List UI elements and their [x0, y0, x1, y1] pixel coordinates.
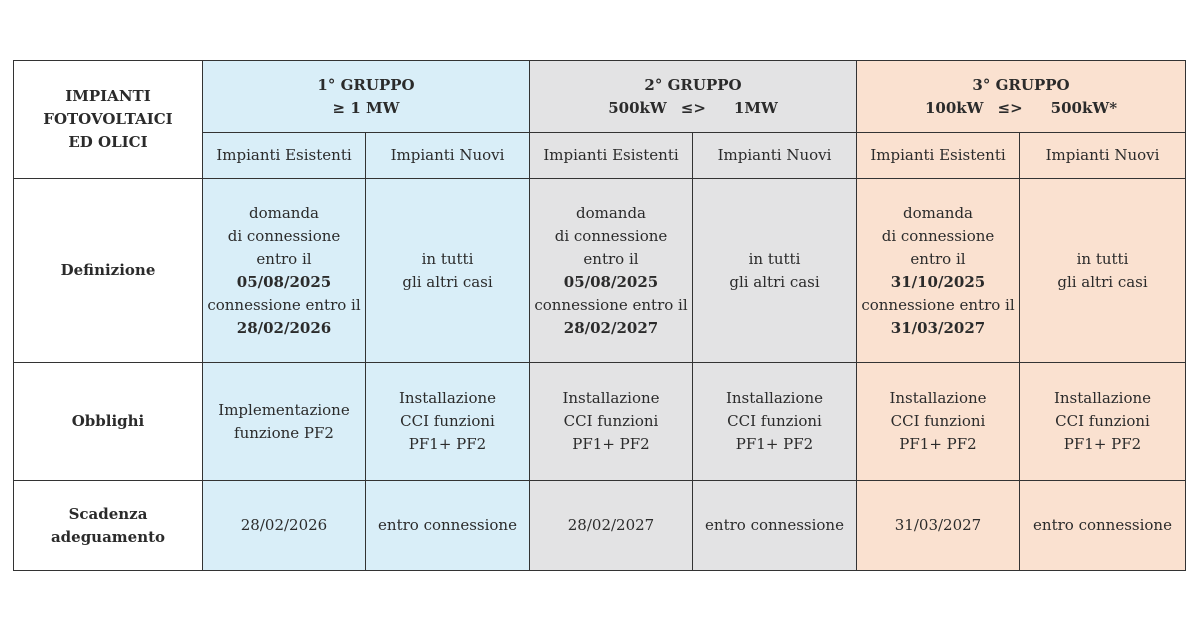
requirements-table [13, 60, 1186, 571]
group-1-header [203, 61, 530, 133]
deadline-cell: entro connessione [693, 481, 857, 571]
row-label-definizione: Definizione [14, 179, 203, 363]
subheader-new: Impianti Nuovi [366, 133, 530, 179]
deadline-cell: 28/02/2026 [203, 481, 366, 571]
definition-cell: in tutti gli altri casi [366, 179, 530, 363]
obligation-cell: Installazione CCI funzioni PF1+ PF2 [1020, 363, 1186, 481]
row-label-scadenza: Scadenza adeguamento [14, 481, 203, 571]
group-3-header [857, 61, 1186, 133]
definition-cell: domanda di connessione entro il 05/08/2025 connessione entro il 28/02/2027 [530, 179, 693, 363]
group-2-header [530, 61, 857, 133]
obligation-cell: Installazione CCI funzioni PF1+ PF2 [366, 363, 530, 481]
obligation-cell: Installazione CCI funzioni PF1+ PF2 [857, 363, 1020, 481]
group-2-range: 500kW ≤> 1MW [608, 98, 778, 117]
deadline-cell: 31/03/2027 [857, 481, 1020, 571]
deadline-cell: 28/02/2027 [530, 481, 693, 571]
subheader-existing: Impianti Esistenti [857, 133, 1020, 179]
obligation-cell: Installazione CCI funzioni PF1+ PF2 [693, 363, 857, 481]
group-1-title: 1° GRUPPO [317, 75, 415, 94]
subheader-existing: Impianti Esistenti [530, 133, 693, 179]
deadline-cell: entro connessione [366, 481, 530, 571]
corner-line-3: ED OLICI [68, 133, 148, 151]
row-label-obblighi: Obblighi [14, 363, 203, 481]
subheader-new: Impianti Nuovi [1020, 133, 1186, 179]
connection-date: 28/02/2026 [236, 318, 332, 337]
group-1-range: ≥ 1 MW [332, 98, 400, 117]
corner-header [14, 61, 203, 179]
request-date: 05/08/2025 [236, 272, 332, 291]
obligation-cell: Implementazione funzione PF2 [203, 363, 366, 481]
definition-cell: in tutti gli altri casi [693, 179, 857, 363]
corner-line-2: FOTOVOLTAICI [43, 110, 173, 128]
definition-cell: domanda di connessione entro il 31/10/2025 connessione entro il 31/03/2027 [857, 179, 1020, 363]
obligation-cell: Installazione CCI funzioni PF1+ PF2 [530, 363, 693, 481]
group-2-title: 2° GRUPPO [644, 75, 742, 94]
request-date: 05/08/2025 [563, 272, 659, 291]
request-date: 31/10/2025 [890, 272, 986, 291]
subheader-new: Impianti Nuovi [693, 133, 857, 179]
group-3-range: 100kW ≤> 500kW* [924, 98, 1118, 117]
deadline-cell: entro connessione [1020, 481, 1186, 571]
group-3-title: 3° GRUPPO [972, 75, 1070, 94]
subheader-existing: Impianti Esistenti [203, 133, 366, 179]
connection-date: 28/02/2027 [563, 318, 659, 337]
corner-line-1: IMPIANTI [65, 87, 151, 105]
definition-cell: in tutti gli altri casi [1020, 179, 1186, 363]
definition-cell: domanda di connessione entro il 05/08/2025 connessione entro il 28/02/2026 [203, 179, 366, 363]
connection-date: 31/03/2027 [890, 318, 986, 337]
